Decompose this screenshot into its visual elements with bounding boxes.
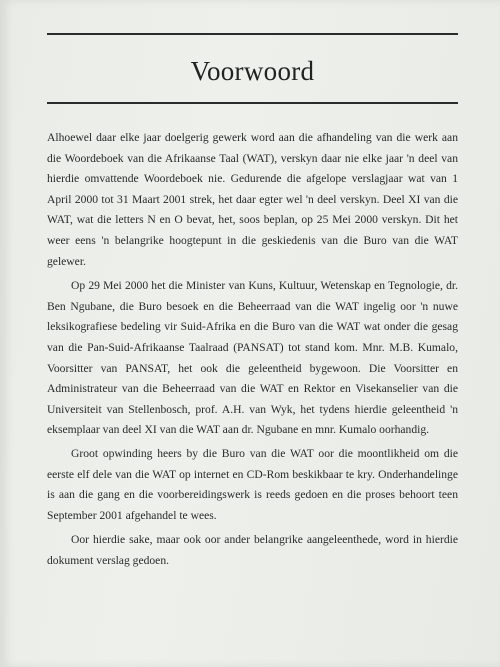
paragraph-1: Alhoewel daar elke jaar doelgerig gewerk word aan die afhandeling van die werk aan die Woordeboek van die Afrikaanse Taal (WAT), verskyn daar nie elke jaar 'n deel van hierdie omvattende Woordeboek nie. Gedurende die afgelope verslagjaar wat van 1 April 2000 tot 31 Maart 2001 strek, het daar egter wel 'n deel verskyn. Deel XI van die WAT, wat die letters N en O bevat, het, soos beplan, op 25 Mei 2000 verskyn. Dit het weer eens 'n belangrike hoogtepunt in die geskiedenis van die Buro van die WAT gelewer.	[47, 131, 458, 268]
paragraph-4: Oor hierdie sake, maar ook oor ander belangrike aangeleenthede, word in hierdie dokument verslag gedoen.	[47, 533, 458, 567]
paragraph-2: Op 29 Mei 2000 het die Minister van Kuns, Kultuur, Wetenskap en Tegnologie, dr. Ben Ngubane, die Buro besoek en die Beheerraad van die WAT ingelig oor 'n nuwe leksikografiese bedeling vir Suid-Afrika en die Buro van die WAT wat onder die gesag van die Pan-Suid-Afrikaanse Taalraad (PANSAT) tot stand kom. Mnr. M.B. Kumalo, Voorsitter van PANSAT, het ook die geleentheid bygewoon. Die Voorsitter en Administrateur van die Beheerraad van die WAT en Rektor en Visekanselier van die Universiteit van Stellenbosch, prof. A.H. van Wyk, het tydens hierdie geleentheid 'n eksemplaar van deel XI van die WAT aan dr. Ngubane en mnr. Kumalo oorhandig.	[47, 279, 458, 437]
paragraph-3: Groot opwinding heers by die Buro van die WAT oor die moontlikheid om die eerste elf dele van die WAT op internet en CD-Rom beskikbaar te kry. Onderhandelinge is aan die gang en die voorbereidingswerk is reeds gedoen en die proses behoort teen September 2001 afgehandel te wees.	[47, 446, 458, 522]
page-title: Voorwoord	[190, 56, 315, 86]
top-rule	[47, 33, 458, 35]
body-text	[47, 128, 458, 575]
title-underline-rule	[47, 102, 458, 104]
